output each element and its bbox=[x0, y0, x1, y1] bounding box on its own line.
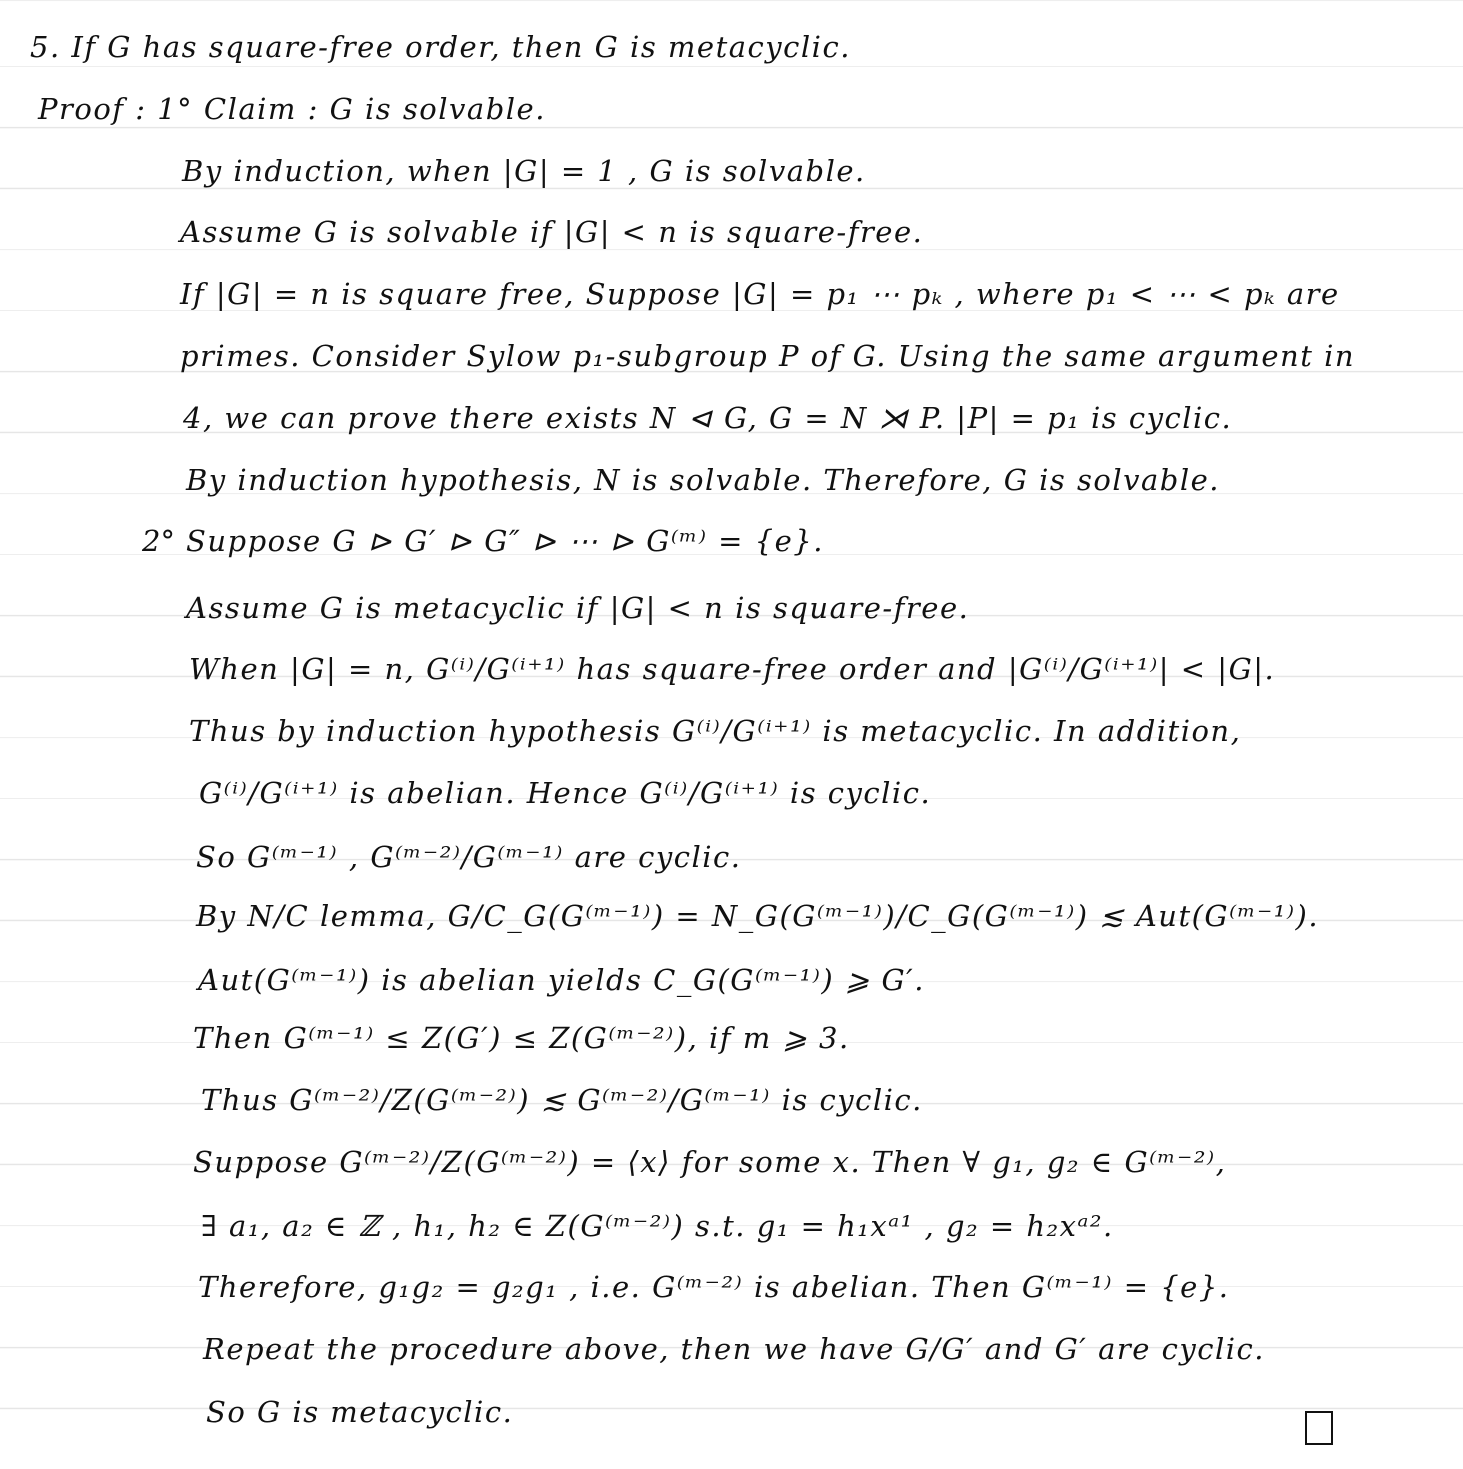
step1-line-2: Assume G is solvable if |G| < n is square-free. bbox=[180, 215, 924, 249]
step1-line-3: If |G| = n is square free, Suppose |G| = p₁ ⋯ pₖ , where p₁ < ⋯ < pₖ are bbox=[180, 277, 1340, 311]
step1-line-6: By induction hypothesis, N is solvable. Therefore, G is solvable. bbox=[186, 463, 1221, 497]
step2-line-1: Assume G is metacyclic if |G| < n is square-free. bbox=[186, 591, 970, 625]
step2-label: 2° bbox=[142, 524, 175, 558]
qed-box-icon bbox=[1305, 1411, 1333, 1445]
step2-line-12: Therefore, g₁g₂ = g₂g₁ , i.e. G⁽ᵐ⁻²⁾ is abelian. Then G⁽ᵐ⁻¹⁾ = {e}. bbox=[198, 1270, 1230, 1304]
step2-line-13: Repeat the procedure above, then we have G/G′ and G′ are cyclic. bbox=[203, 1332, 1266, 1366]
step2-line-6: By N/C lemma, G/C_G(G⁽ᵐ⁻¹⁾) = N_G(G⁽ᵐ⁻¹⁾)/C_G(G⁽ᵐ⁻¹⁾) ≲ Aut(G⁽ᵐ⁻¹⁾). bbox=[196, 899, 1320, 933]
step2-line-5: So G⁽ᵐ⁻¹⁾ , G⁽ᵐ⁻²⁾/G⁽ᵐ⁻¹⁾ are cyclic. bbox=[196, 840, 742, 874]
step2-line-9: Thus G⁽ᵐ⁻²⁾/Z(G⁽ᵐ⁻²⁾) ≲ G⁽ᵐ⁻²⁾/G⁽ᵐ⁻¹⁾ is cyclic. bbox=[201, 1083, 923, 1117]
step2-line-11: ∃ a₁, a₂ ∈ ℤ , h₁, h₂ ∈ Z(G⁽ᵐ⁻²⁾) s.t. g₁ = h₁xᵃ¹ , g₂ = h₂xᵃ². bbox=[201, 1209, 1114, 1243]
step2-line-14: So G is metacyclic. bbox=[206, 1395, 514, 1429]
problem-statement: 5. If G has square-free order, then G is metacyclic. bbox=[30, 30, 851, 64]
step2-line-2: When |G| = n, G⁽ⁱ⁾/G⁽ⁱ⁺¹⁾ has square-free order and |G⁽ⁱ⁾/G⁽ⁱ⁺¹⁾| < |G|. bbox=[189, 652, 1276, 686]
step2-line-10: Suppose G⁽ᵐ⁻²⁾/Z(G⁽ᵐ⁻²⁾) = ⟨x⟩ for some x. Then ∀ g₁, g₂ ∈ G⁽ᵐ⁻²⁾, bbox=[193, 1145, 1227, 1179]
step2-line-4: G⁽ⁱ⁾/G⁽ⁱ⁺¹⁾ is abelian. Hence G⁽ⁱ⁾/G⁽ⁱ⁺¹⁾ is cyclic. bbox=[199, 776, 932, 810]
step2-line-7: Aut(G⁽ᵐ⁻¹⁾) is abelian yields C_G(G⁽ᵐ⁻¹⁾) ⩾ G′. bbox=[198, 963, 925, 997]
step2-line-3: Thus by induction hypothesis G⁽ⁱ⁾/G⁽ⁱ⁺¹⁾ is metacyclic. In addition, bbox=[189, 714, 1242, 748]
step1-line-1: By induction, when |G| = 1 , G is solvable. bbox=[182, 154, 866, 188]
proof-header: Proof : 1° Claim : G is solvable. bbox=[38, 92, 546, 126]
step1-line-4: primes. Consider Sylow p₁-subgroup P of G. Using the same argument in bbox=[180, 339, 1356, 373]
step2-line-0: Suppose G ⊳ G′ ⊳ G″ ⊳ ⋯ ⊳ G⁽ᵐ⁾ = {e}. bbox=[186, 524, 824, 558]
step2-line-8: Then G⁽ᵐ⁻¹⁾ ≤ Z(G′) ≤ Z(G⁽ᵐ⁻²⁾), if m ⩾ 3. bbox=[193, 1021, 850, 1055]
step1-line-5: 4, we can prove there exists N ⊲ G, G = N ⋊ P. |P| = p₁ is cyclic. bbox=[183, 401, 1233, 435]
